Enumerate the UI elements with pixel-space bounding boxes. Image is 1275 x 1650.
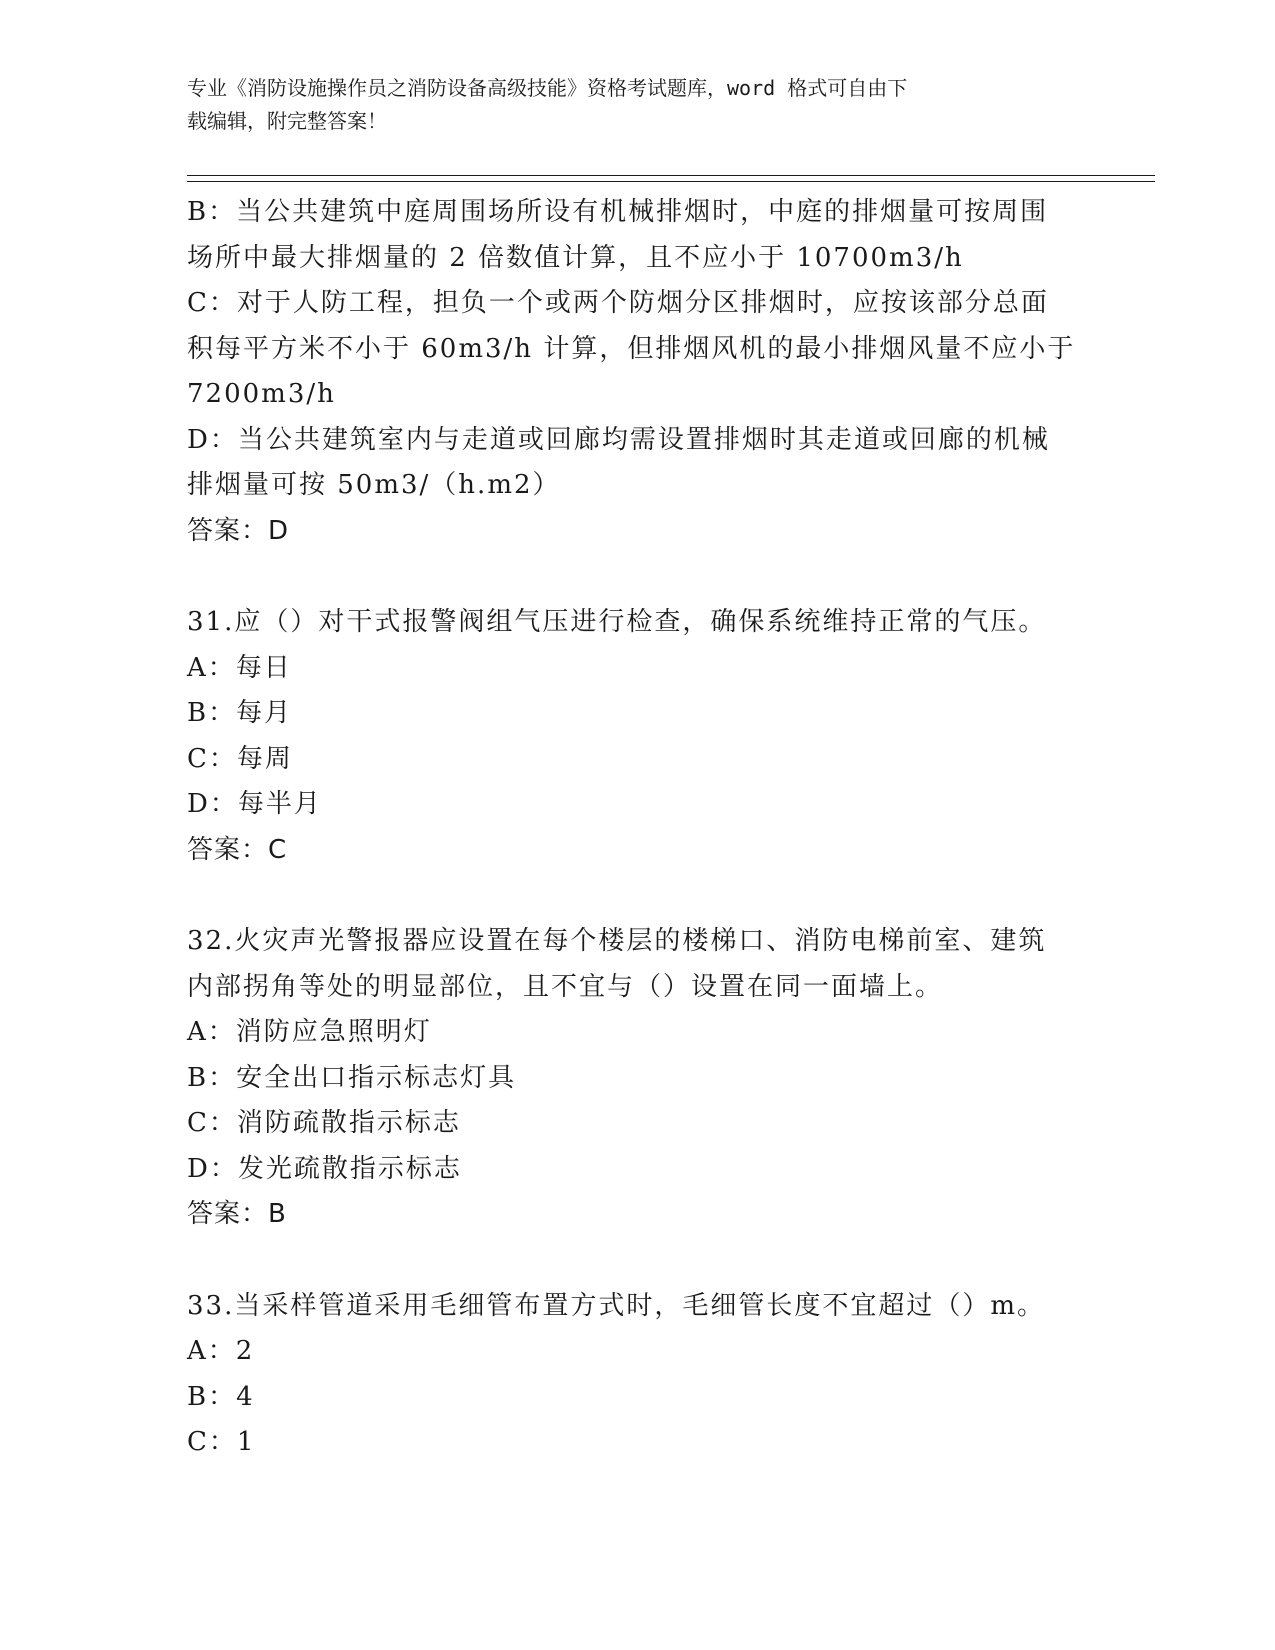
option-d: D：发光疏散指示标志	[187, 1153, 462, 1184]
header-line-2: 载编辑，附完整答案！	[187, 109, 387, 133]
question-stem-line-1: 32.火灾声光警报器应设置在每个楼层的楼梯口、消防电梯前室、建筑	[187, 926, 1047, 956]
option-a: A：每日	[187, 652, 292, 683]
question-stem: 31.应（）对干式报警阀组气压进行检查，确保系统维持正常的气压。	[187, 607, 1047, 637]
question-content	[187, 190, 1077, 1466]
question-block-31	[187, 600, 1077, 873]
answer-label: 答案：C	[187, 834, 288, 865]
answer-label: 答案：B	[187, 1199, 287, 1229]
option-d-line-1: D：当公共建筑室内与走道或回廊均需设置排烟时其走道或回廊的机械	[187, 424, 1050, 455]
option-c-line-2: 积每平方米不小于 60m3/h 计算，但排烟风机的最小排烟风量不应小于	[187, 333, 1076, 364]
header-line-1: 专业《消防设施操作员之消防设备高级技能》资格考试题库，word 格式可自由下	[187, 76, 908, 100]
option-a: A：2	[187, 1336, 255, 1366]
option-c-line-3: 7200m3/h	[187, 379, 336, 409]
option-b-line-2: 场所中最大排烟量的 2 倍数值计算，且不应小于 10700m3/h	[187, 242, 964, 273]
option-b: B：每月	[187, 698, 293, 728]
question-block-30	[187, 190, 1077, 554]
option-c-line-1: C：对于人防工程，担负一个或两个防烟分区排烟时，应按该部分总面	[187, 288, 1049, 318]
question-block-33	[187, 1284, 1077, 1466]
header-divider-top	[187, 175, 1155, 176]
option-c: C：消防疏散指示标志	[187, 1108, 461, 1138]
option-c: C：1	[187, 1427, 256, 1457]
option-b: B：4	[187, 1381, 255, 1412]
option-d: D：每半月	[187, 789, 322, 819]
option-b-line-1: B：当公共建筑中庭周围场所设有机械排烟时，中庭的排烟量可按周围	[187, 197, 1049, 227]
header-divider-bottom	[187, 181, 1155, 182]
question-block-32	[187, 919, 1077, 1238]
option-a: A：消防应急照明灯	[187, 1017, 432, 1047]
question-stem: 33.当采样管道采用毛细管布置方式时，毛细管长度不宜超过（）m。	[187, 1290, 1046, 1321]
answer-label: 答案：D	[187, 515, 290, 546]
option-d-line-2: 排烟量可按 50m3/（h.m2）	[187, 470, 561, 500]
option-b: B：安全出口指示标志灯具	[187, 1062, 517, 1093]
question-stem-line-2: 内部拐角等处的明显部位，且不宜与（）设置在同一面墙上。	[187, 971, 944, 1002]
document-header	[187, 72, 1077, 138]
option-c: C：每周	[187, 743, 293, 774]
